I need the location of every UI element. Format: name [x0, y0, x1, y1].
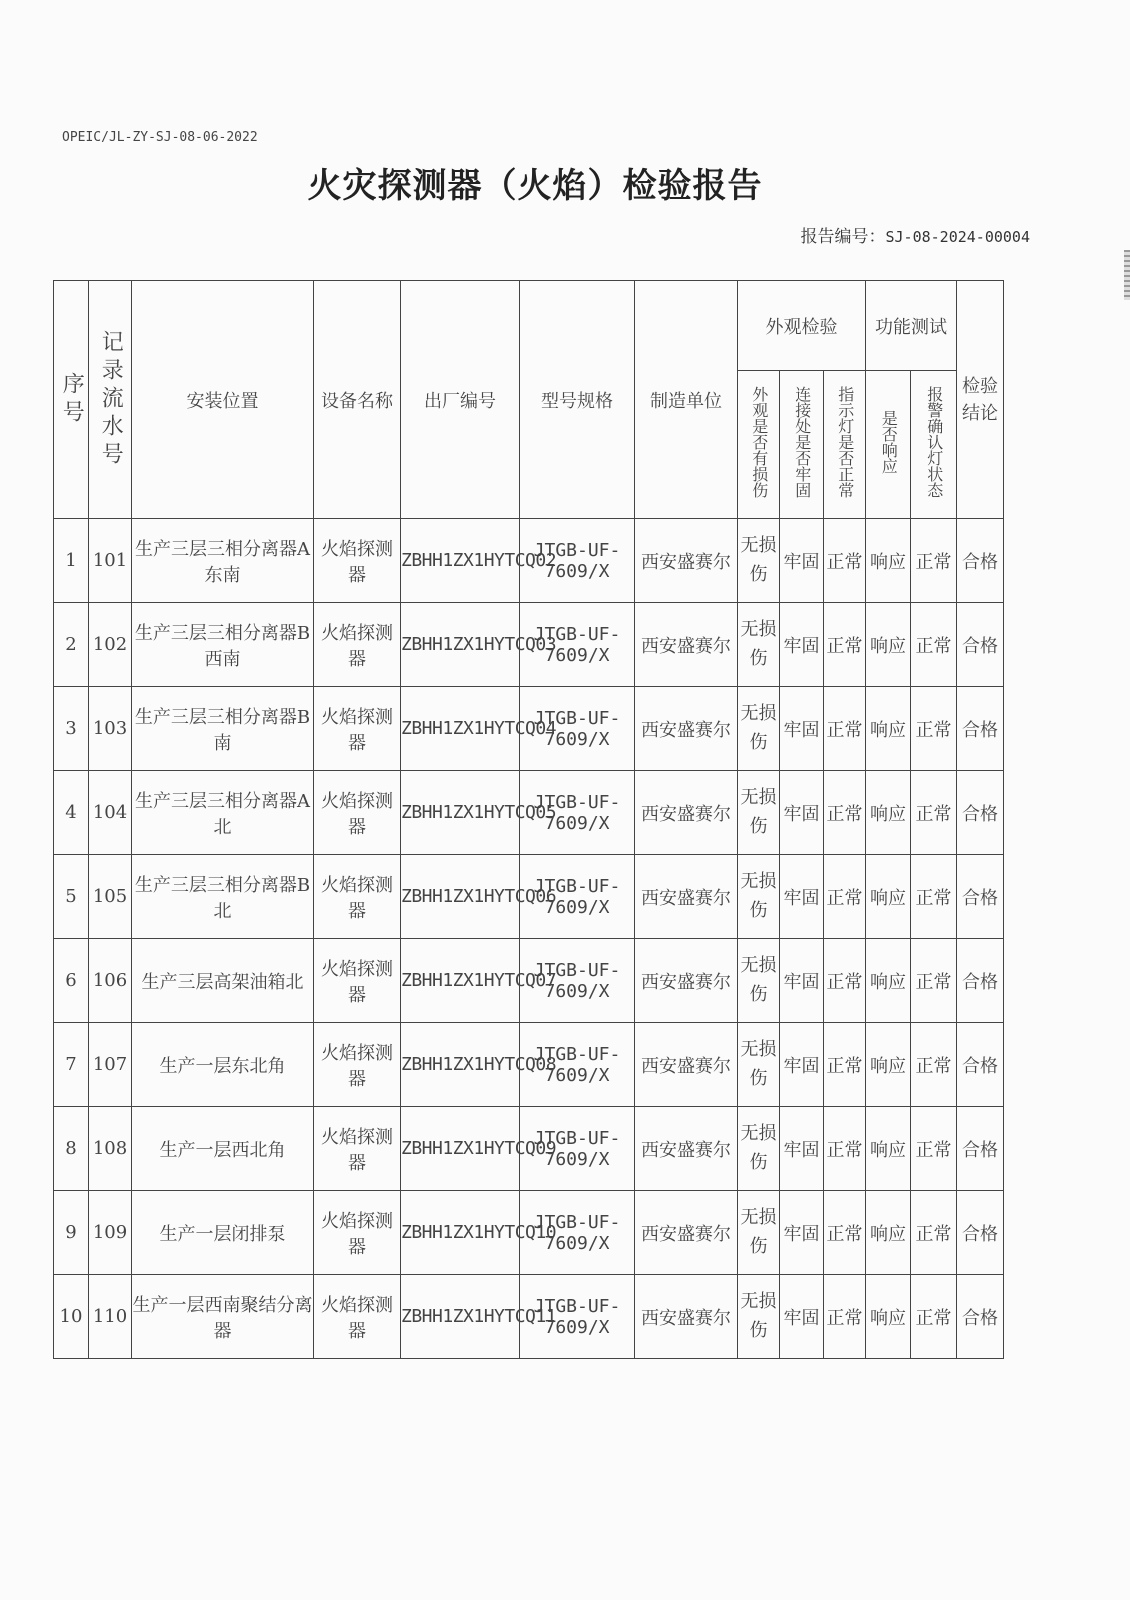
cell-record-no: 109: [89, 1191, 132, 1275]
cell-alarm-response: 响应: [866, 771, 911, 855]
table-row: [54, 687, 1004, 771]
cell-device-name: 火焰探测器: [314, 687, 401, 771]
cell-seq: 5: [54, 855, 89, 939]
cell-location: 生产三层三相分离器B西南: [132, 603, 314, 687]
cell-appearance-damage: 无损 伤: [738, 855, 780, 939]
cell-appearance-damage: 无损 伤: [738, 771, 780, 855]
cell-alarm-response: 响应: [866, 1275, 911, 1359]
cell-connection-firm: 牢固: [780, 1023, 824, 1107]
cell-alarm-light: 正常: [911, 603, 957, 687]
cell-model: JTGB-UF-7609/X: [520, 519, 635, 603]
cell-record-no: 102: [89, 603, 132, 687]
cell-model: JTGB-UF-7609/X: [520, 855, 635, 939]
table-row: [54, 1107, 1004, 1191]
cell-location: 生产一层西南聚结分离器: [132, 1275, 314, 1359]
cell-manufacturer: 西安盛赛尔: [635, 939, 738, 1023]
cell-manufacturer: 西安盛赛尔: [635, 603, 738, 687]
cell-device-name: 火焰探测器: [314, 939, 401, 1023]
header-function-group: 功能测试: [866, 281, 957, 371]
cell-conclusion: 合格: [957, 687, 1004, 771]
cell-appearance-damage: 无损 伤: [738, 939, 780, 1023]
cell-indicator-normal: 正常: [824, 603, 866, 687]
cell-appearance-damage: 无损 伤: [738, 687, 780, 771]
cell-connection-firm: 牢固: [780, 939, 824, 1023]
cell-conclusion: 合格: [957, 1107, 1004, 1191]
cell-manufacturer: 西安盛赛尔: [635, 1107, 738, 1191]
cell-seq: 6: [54, 939, 89, 1023]
cell-serial: ZBHH1ZX1HYTCQ11: [401, 1275, 520, 1359]
table-row: [54, 1191, 1004, 1275]
cell-alarm-light: 正常: [911, 1023, 957, 1107]
cell-manufacturer: 西安盛赛尔: [635, 771, 738, 855]
header-appearance-damage: 外观是否有损伤: [738, 371, 780, 519]
cell-device-name: 火焰探测器: [314, 1275, 401, 1359]
cell-conclusion: 合格: [957, 519, 1004, 603]
cell-model: JTGB-UF-7609/X: [520, 1107, 635, 1191]
cell-manufacturer: 西安盛赛尔: [635, 1023, 738, 1107]
table-row: [54, 603, 1004, 687]
cell-alarm-response: 响应: [866, 855, 911, 939]
cell-location: 生产一层闭排泵: [132, 1191, 314, 1275]
cell-model: JTGB-UF-7609/X: [520, 687, 635, 771]
header-seq: 序号: [54, 281, 89, 519]
header-record-no: 记录流水号: [89, 281, 132, 519]
report-number-value: SJ-08-2024-00004: [885, 228, 1030, 246]
cell-record-no: 107: [89, 1023, 132, 1107]
cell-connection-firm: 牢固: [780, 519, 824, 603]
cell-alarm-response: 响应: [866, 1107, 911, 1191]
cell-connection-firm: 牢固: [780, 1191, 824, 1275]
cell-serial: ZBHH1ZX1HYTCQ02: [401, 519, 520, 603]
cell-device-name: 火焰探测器: [314, 603, 401, 687]
cell-serial: ZBHH1ZX1HYTCQ03: [401, 603, 520, 687]
cell-model: JTGB-UF-7609/X: [520, 771, 635, 855]
cell-location: 生产一层东北角: [132, 1023, 314, 1107]
cell-indicator-normal: 正常: [824, 771, 866, 855]
cell-seq: 2: [54, 603, 89, 687]
cell-connection-firm: 牢固: [780, 603, 824, 687]
header-model: 型号规格: [520, 281, 635, 519]
cell-indicator-normal: 正常: [824, 687, 866, 771]
header-alarm-response: 是否响应: [866, 371, 911, 519]
cell-serial: ZBHH1ZX1HYTCQ08: [401, 1023, 520, 1107]
report-number-label: 报告编号：: [800, 227, 886, 247]
cell-conclusion: 合格: [957, 939, 1004, 1023]
header-appearance-group: 外观检验: [738, 281, 866, 371]
table-row: [54, 939, 1004, 1023]
cell-indicator-normal: 正常: [824, 1023, 866, 1107]
inspection-table: [53, 280, 1004, 1359]
cell-device-name: 火焰探测器: [314, 1107, 401, 1191]
cell-alarm-light: 正常: [911, 855, 957, 939]
cell-seq: 3: [54, 687, 89, 771]
cell-manufacturer: 西安盛赛尔: [635, 1275, 738, 1359]
cell-serial: ZBHH1ZX1HYTCQ05: [401, 771, 520, 855]
cell-model: JTGB-UF-7609/X: [520, 603, 635, 687]
cell-seq: 4: [54, 771, 89, 855]
cell-seq: 7: [54, 1023, 89, 1107]
header-conclusion: 检验结论: [957, 281, 1004, 519]
cell-alarm-light: 正常: [911, 1275, 957, 1359]
cell-alarm-response: 响应: [866, 1023, 911, 1107]
cell-conclusion: 合格: [957, 771, 1004, 855]
cell-record-no: 105: [89, 855, 132, 939]
cell-device-name: 火焰探测器: [314, 771, 401, 855]
header-serial: 出厂编号: [401, 281, 520, 519]
table-row: [54, 519, 1004, 603]
cell-serial: ZBHH1ZX1HYTCQ09: [401, 1107, 520, 1191]
cell-record-no: 106: [89, 939, 132, 1023]
cell-location: 生产三层三相分离器A北: [132, 771, 314, 855]
cell-alarm-response: 响应: [866, 603, 911, 687]
cell-serial: ZBHH1ZX1HYTCQ04: [401, 687, 520, 771]
cell-conclusion: 合格: [957, 603, 1004, 687]
cell-alarm-light: 正常: [911, 771, 957, 855]
cell-alarm-light: 正常: [911, 1191, 957, 1275]
page-title: 火灾探测器（火焰）检验报告: [307, 166, 763, 206]
table-row: [54, 855, 1004, 939]
cell-connection-firm: 牢固: [780, 1275, 824, 1359]
cell-indicator-normal: 正常: [824, 519, 866, 603]
cell-conclusion: 合格: [957, 1275, 1004, 1359]
report-number: [801, 222, 1031, 247]
cell-alarm-light: 正常: [911, 1107, 957, 1191]
cell-record-no: 101: [89, 519, 132, 603]
cell-indicator-normal: 正常: [824, 1107, 866, 1191]
header-indicator-normal: 指示灯是否正常: [824, 371, 866, 519]
cell-model: JTGB-UF-7609/X: [520, 939, 635, 1023]
header-alarm-light: 报警确认灯状态: [911, 371, 957, 519]
cell-location: 生产三层高架油箱北: [132, 939, 314, 1023]
header-manufacturer: 制造单位: [635, 281, 738, 519]
cell-connection-firm: 牢固: [780, 1107, 824, 1191]
table-row: [54, 1023, 1004, 1107]
cell-location: 生产三层三相分离器B南: [132, 687, 314, 771]
cell-appearance-damage: 无损 伤: [738, 1107, 780, 1191]
header-location: 安装位置: [132, 281, 314, 519]
cell-manufacturer: 西安盛赛尔: [635, 855, 738, 939]
cell-model: JTGB-UF-7609/X: [520, 1023, 635, 1107]
cell-device-name: 火焰探测器: [314, 855, 401, 939]
cell-device-name: 火焰探测器: [314, 519, 401, 603]
cell-conclusion: 合格: [957, 855, 1004, 939]
cell-serial: ZBHH1ZX1HYTCQ10: [401, 1191, 520, 1275]
cell-alarm-light: 正常: [911, 687, 957, 771]
cell-location: 生产一层西北角: [132, 1107, 314, 1191]
cell-record-no: 108: [89, 1107, 132, 1191]
cell-connection-firm: 牢固: [780, 771, 824, 855]
cell-record-no: 104: [89, 771, 132, 855]
cell-device-name: 火焰探测器: [314, 1191, 401, 1275]
document-code: OPEIC/JL-ZY-SJ-08-06-2022: [62, 130, 258, 145]
cell-seq: 9: [54, 1191, 89, 1275]
cell-alarm-light: 正常: [911, 519, 957, 603]
cell-appearance-damage: 无损 伤: [738, 603, 780, 687]
cell-manufacturer: 西安盛赛尔: [635, 1191, 738, 1275]
cell-record-no: 110: [89, 1275, 132, 1359]
scan-edge-marks: [1124, 250, 1130, 300]
cell-appearance-damage: 无损 伤: [738, 1275, 780, 1359]
cell-alarm-response: 响应: [866, 939, 911, 1023]
cell-connection-firm: 牢固: [780, 855, 824, 939]
cell-alarm-response: 响应: [866, 1191, 911, 1275]
cell-alarm-response: 响应: [866, 687, 911, 771]
cell-seq: 1: [54, 519, 89, 603]
cell-seq: 10: [54, 1275, 89, 1359]
header-device-name: 设备名称: [314, 281, 401, 519]
cell-indicator-normal: 正常: [824, 855, 866, 939]
cell-record-no: 103: [89, 687, 132, 771]
cell-appearance-damage: 无损 伤: [738, 519, 780, 603]
cell-model: JTGB-UF-7609/X: [520, 1275, 635, 1359]
cell-serial: ZBHH1ZX1HYTCQ07: [401, 939, 520, 1023]
cell-conclusion: 合格: [957, 1023, 1004, 1107]
cell-indicator-normal: 正常: [824, 1191, 866, 1275]
cell-manufacturer: 西安盛赛尔: [635, 519, 738, 603]
cell-indicator-normal: 正常: [824, 1275, 866, 1359]
cell-appearance-damage: 无损 伤: [738, 1023, 780, 1107]
header-connection-firm: 连接处是否牢固: [780, 371, 824, 519]
cell-model: JTGB-UF-7609/X: [520, 1191, 635, 1275]
table-row: [54, 1275, 1004, 1359]
cell-device-name: 火焰探测器: [314, 1023, 401, 1107]
cell-manufacturer: 西安盛赛尔: [635, 687, 738, 771]
cell-alarm-light: 正常: [911, 939, 957, 1023]
cell-appearance-damage: 无损 伤: [738, 1191, 780, 1275]
cell-connection-firm: 牢固: [780, 687, 824, 771]
cell-location: 生产三层三相分离器B北: [132, 855, 314, 939]
cell-seq: 8: [54, 1107, 89, 1191]
cell-indicator-normal: 正常: [824, 939, 866, 1023]
cell-alarm-response: 响应: [866, 519, 911, 603]
cell-conclusion: 合格: [957, 1191, 1004, 1275]
cell-serial: ZBHH1ZX1HYTCQ06: [401, 855, 520, 939]
cell-location: 生产三层三相分离器A东南: [132, 519, 314, 603]
table-row: [54, 771, 1004, 855]
